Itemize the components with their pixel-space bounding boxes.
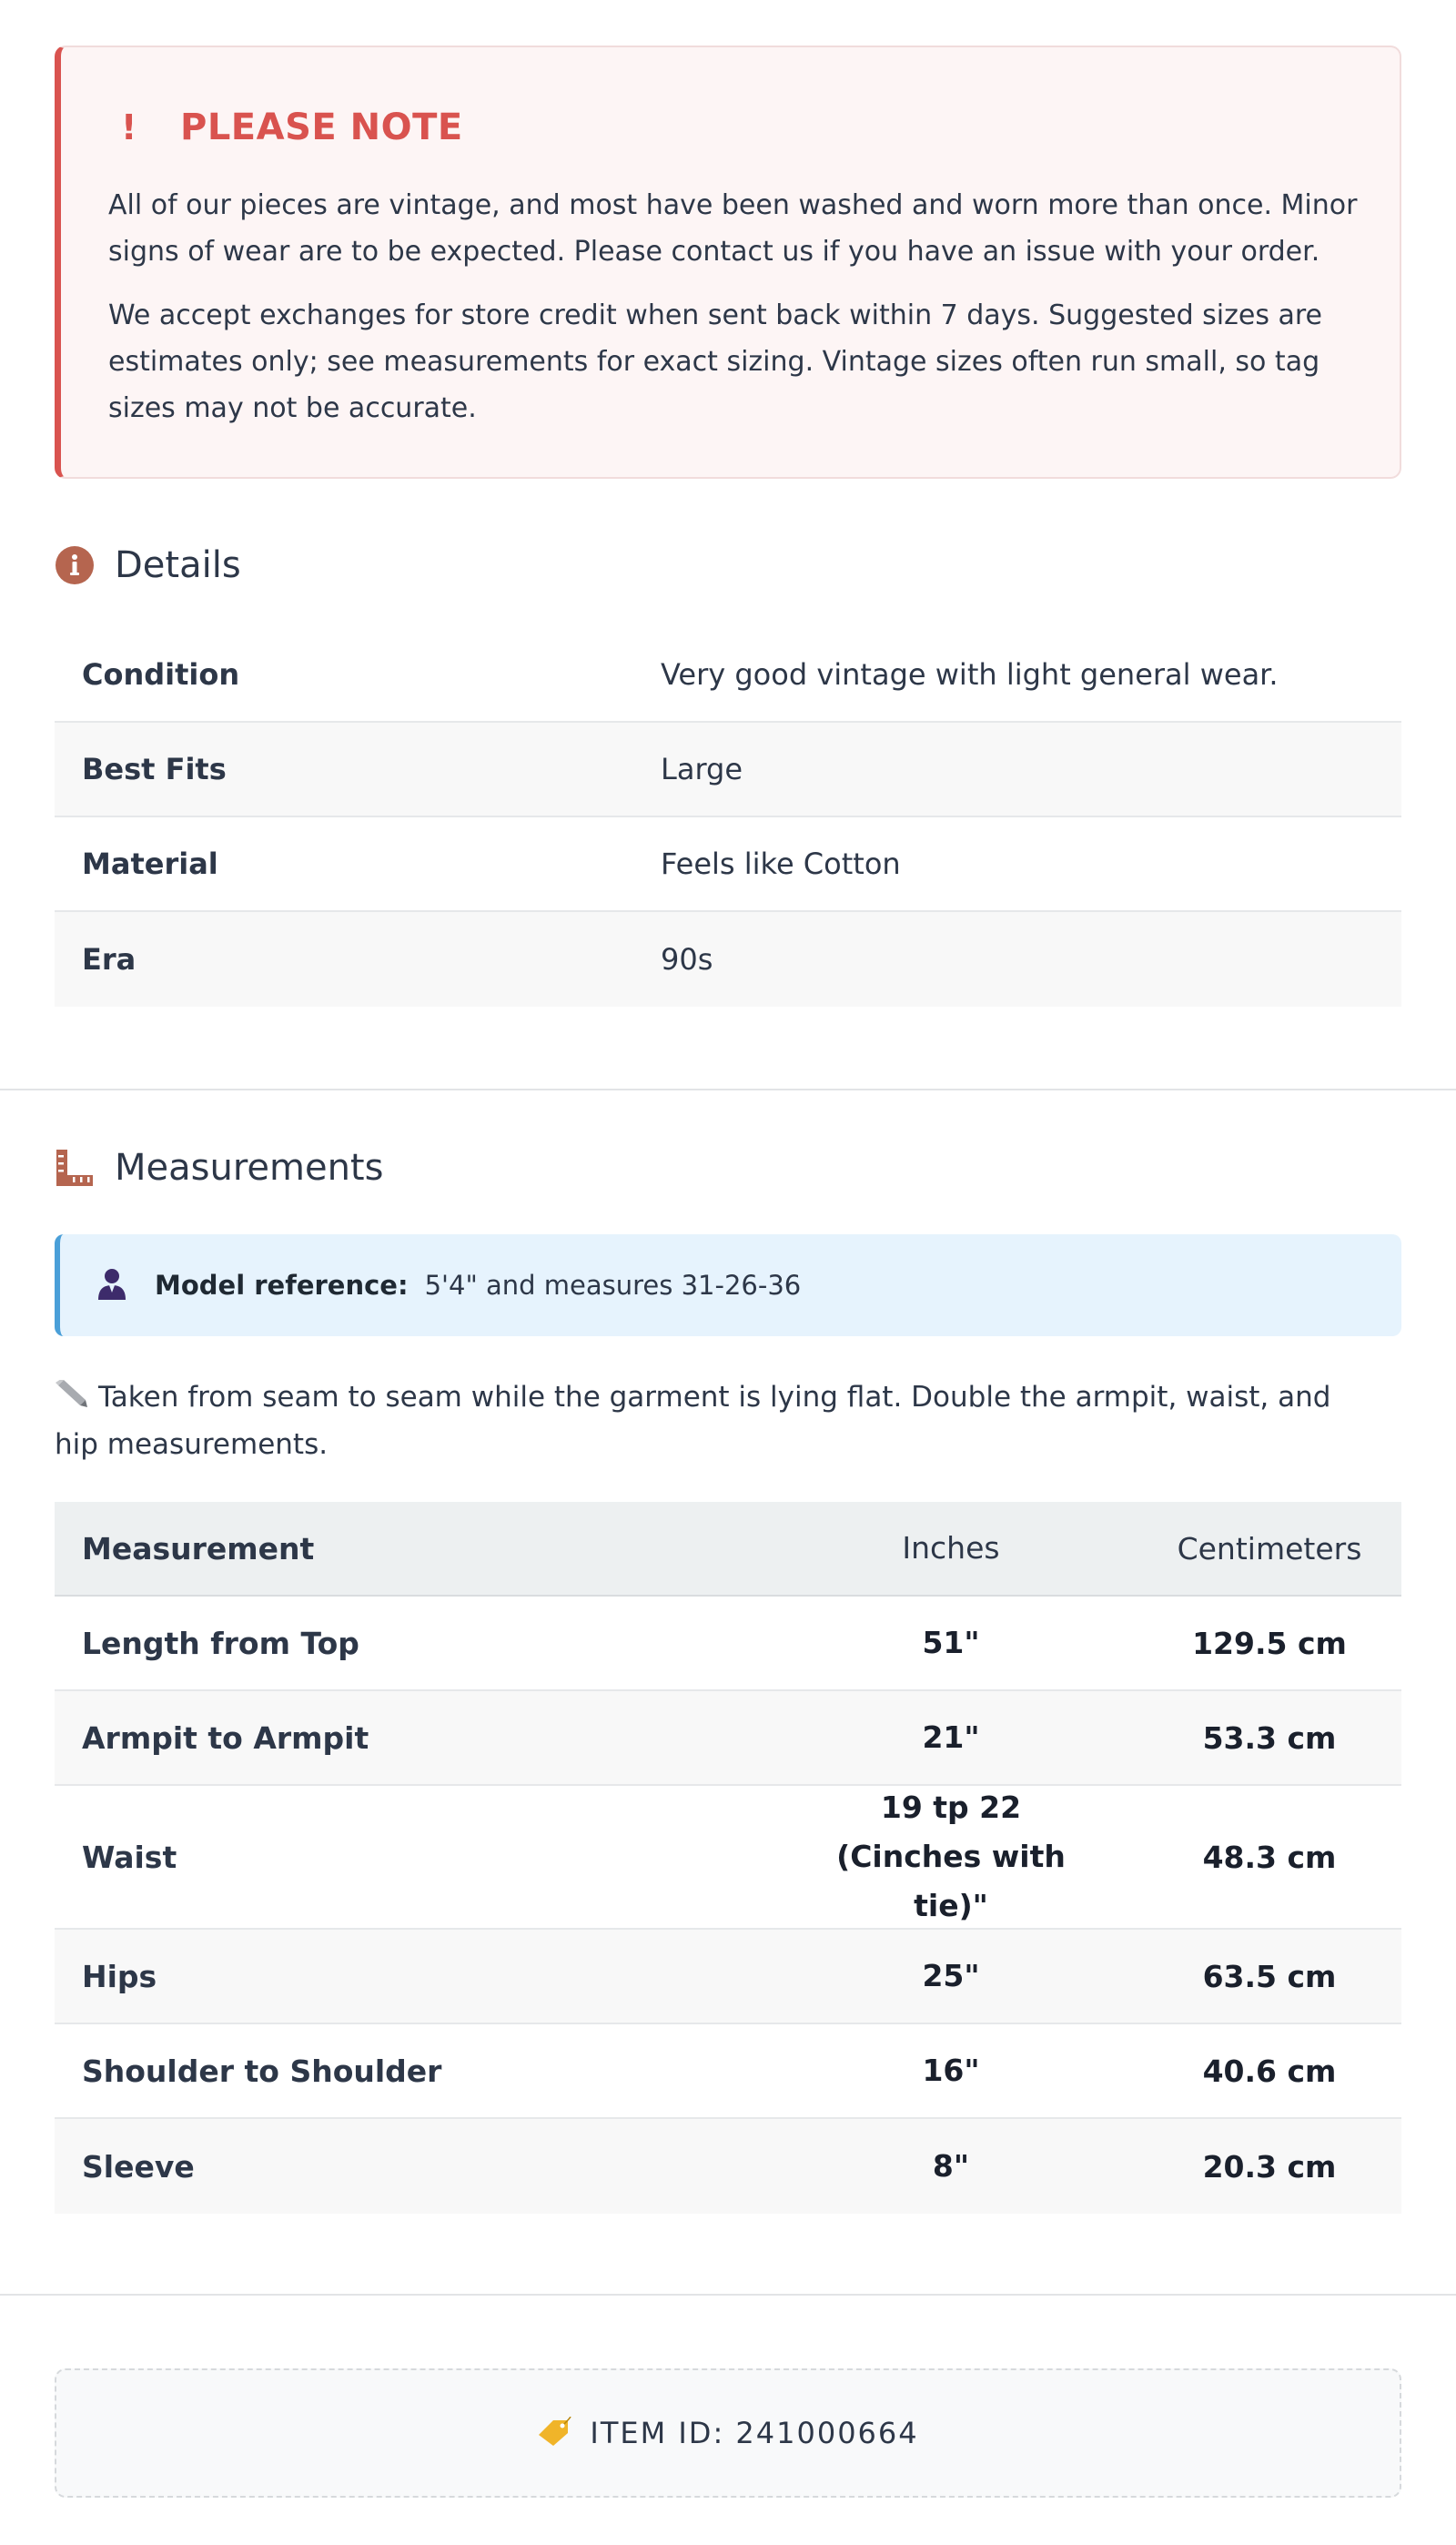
- measurement-inches: 16": [922, 2053, 980, 2088]
- measurement-cm: 48.3 cm: [1202, 1839, 1337, 1875]
- table-header: [55, 1502, 1401, 1597]
- model-reference-label: Model reference:: [155, 1270, 409, 1301]
- details-header: [55, 544, 241, 586]
- measurements-header: [55, 1147, 383, 1189]
- details-label: Best Fits: [82, 752, 227, 786]
- notice-paragraph-wear: All of our pieces are vintage, and most have been washed and worn more than once. Minor signs of wear are to be expected. Please contact us if you have an issue with your order.: [108, 189, 1358, 268]
- measurement-cm: 63.5 cm: [1202, 1958, 1337, 1994]
- details-value: 90s: [661, 942, 713, 977]
- table-row: [55, 1691, 1401, 1786]
- measurement-cm: 20.3 cm: [1202, 2148, 1337, 2185]
- measurement-inches: 21": [922, 1719, 980, 1755]
- details-table: [55, 628, 1401, 1007]
- measurement-cm: 129.5 cm: [1192, 1625, 1347, 1661]
- pencil-icon: [55, 1375, 87, 1422]
- person-icon: [96, 1267, 127, 1303]
- measurement-cm: 40.6 cm: [1202, 2053, 1337, 2089]
- measurements-table: [55, 1502, 1401, 2214]
- table-row: [55, 1786, 1401, 1930]
- measurements-title: Measurements: [115, 1147, 384, 1189]
- item-id-box: [55, 2368, 1401, 2498]
- table-row: [55, 1930, 1401, 2024]
- measurement-inches: 25": [922, 1958, 980, 1993]
- details-row-condition: [55, 628, 1401, 723]
- measurement-name: Length from Top: [82, 1625, 359, 1661]
- details-row-best-fits: [55, 723, 1401, 817]
- details-title: Details: [115, 544, 241, 586]
- measurement-inches: 51": [922, 1625, 980, 1660]
- notice-title: PLEASE NOTE: [180, 106, 463, 148]
- details-value: Very good vintage with light general wear.: [661, 657, 1279, 692]
- section-divider: [0, 2294, 1456, 2296]
- please-note-box: [55, 46, 1401, 479]
- measurement-inches: 19 tp 22 (Cinches with tie)": [836, 1790, 1066, 1923]
- header-measurement: Measurement: [82, 1530, 315, 1567]
- details-row-era: [55, 912, 1401, 1007]
- measurement-cm: 53.3 cm: [1202, 1719, 1337, 1756]
- tag-icon: [537, 2417, 571, 2449]
- table-row: [55, 2119, 1401, 2214]
- info-icon: [55, 545, 95, 585]
- table-row: [55, 2024, 1401, 2119]
- measurement-name: Hips: [82, 1958, 157, 1994]
- notice-header: [108, 100, 1400, 155]
- measurement-name: Armpit to Armpit: [82, 1719, 369, 1756]
- measurement-note-text: Taken from seam to seam while the garment is lying flat. Double the armpit, waist, and hip measurements.: [55, 1381, 1331, 1461]
- header-inches: Inches: [902, 1530, 1000, 1566]
- details-value: Feels like Cotton: [661, 847, 901, 881]
- header-centimeters: Centimeters: [1177, 1530, 1362, 1567]
- details-label: Condition: [82, 657, 240, 692]
- measurement-name: Waist: [82, 1839, 177, 1875]
- details-value: Large: [661, 752, 743, 786]
- details-label: Era: [82, 942, 136, 977]
- details-label: Material: [82, 847, 218, 881]
- measurement-name: Shoulder to Shoulder: [82, 2053, 442, 2089]
- ruler-icon: [55, 1148, 95, 1188]
- section-divider: [0, 1089, 1456, 1090]
- details-row-material: [55, 817, 1401, 912]
- measurement-inches: 8": [932, 2148, 970, 2184]
- notice-paragraph-exchanges: We accept exchanges for store credit when sent back within 7 days. Suggested sizes are estimates only; see measurements for exact sizing. Vintage sizes often run small, so tag sizes may not be accurate.: [108, 299, 1323, 424]
- measurement-note: [55, 1374, 1365, 1468]
- table-row: [55, 1597, 1401, 1691]
- exclamation-icon: !: [121, 107, 137, 147]
- measurement-name: Sleeve: [82, 2148, 195, 2185]
- model-reference-box: [55, 1234, 1401, 1336]
- model-reference-value: 5'4" and measures 31-26-36: [424, 1270, 802, 1301]
- item-id-label: ITEM ID: 241000664: [590, 2416, 919, 2450]
